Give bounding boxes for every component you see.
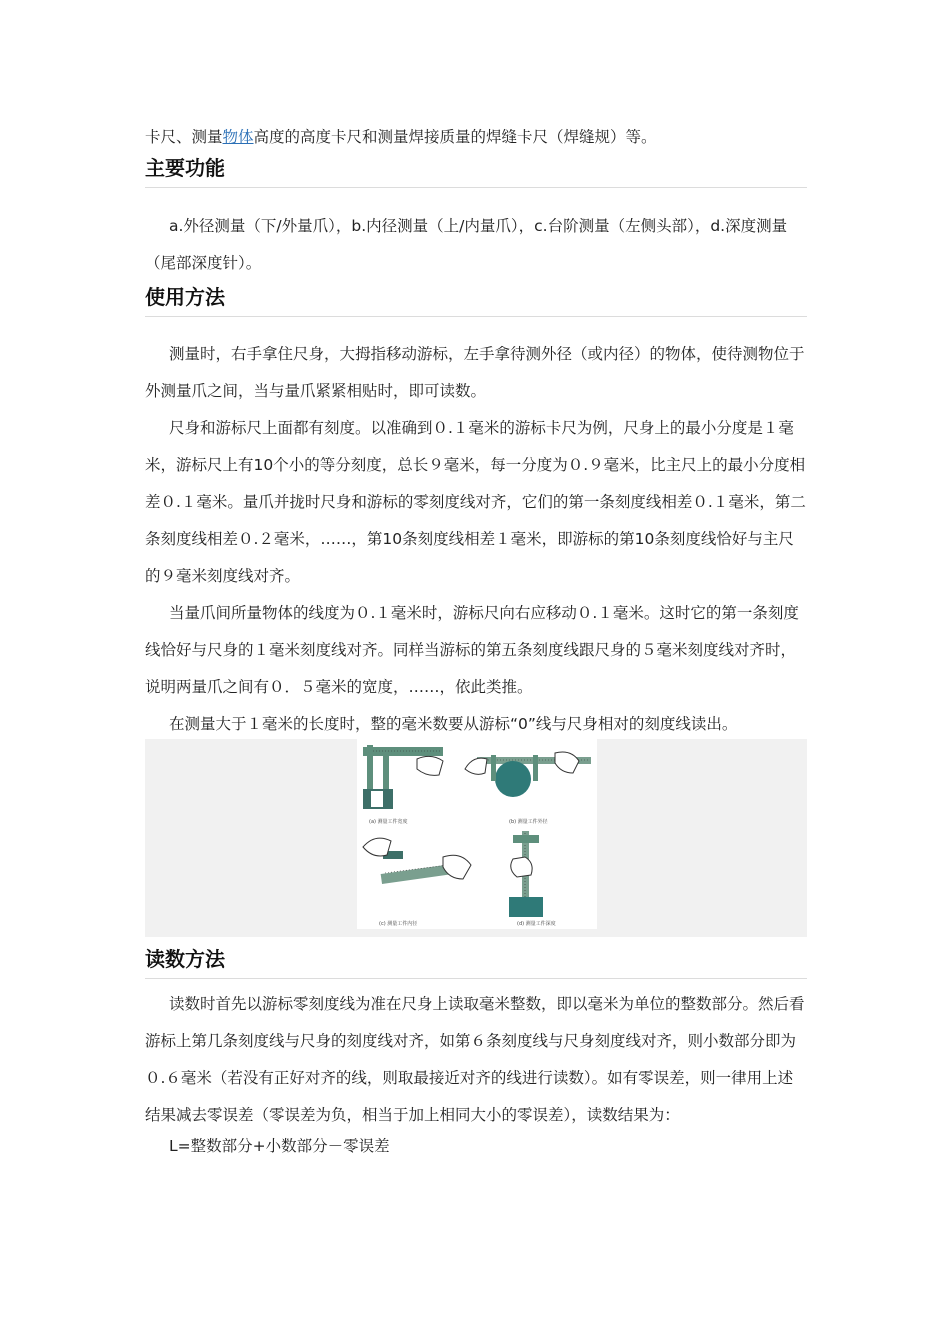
caption-b: (b) 测量工件外径 bbox=[509, 819, 548, 825]
usage-paragraph-1: 测量时，右手拿住尺身，大拇指移动游标，左手拿待测外径（或内径）的物体，使待测物位于外测量爪之间，当与量爪紧紧相贴时，即可读数。 bbox=[145, 345, 805, 400]
functions-paragraph: a.外径测量（下/外量爪），b.内径测量（上/内量爪），c.台阶测量（左侧头部），d.深度测量（尾部深度针）。 bbox=[145, 217, 788, 272]
intro-text-after: 高度的高度卡尺和测量焊接质量的焊缝卡尺（焊缝规）等。 bbox=[253, 128, 657, 146]
object-link[interactable]: 物体 bbox=[222, 128, 254, 146]
caption-d: (d) 测量工件深度 bbox=[517, 921, 556, 927]
reading-block bbox=[145, 986, 807, 1158]
intro-line bbox=[145, 125, 657, 149]
usage-paragraph-3: 当量爪间所量物体的线度为０.１毫米时，游标尺向右应移动０.１毫米。这时它的第一条刻度线恰好与尺身的１毫米刻度线对齐。同样当游标的第五条刻度线跟尺身的５毫米刻度线对齐时，说明两量爪之间有０．５毫米的宽度，……，依此类推。 bbox=[145, 604, 799, 696]
usage-paragraph-2: 尺身和游标尺上面都有刻度。以准确到０.１毫米的游标卡尺为例，尺身上的最小分度是１毫米，游标尺上有10个小的等分刻度，总长９毫米，每一分度为０.９毫米，比主尺上的最小分度相差０.１毫米。量爪并拢时尺身和游标的零刻度线对齐，它们的第一条刻度线相差０.１毫米，第二条刻度线相差０.２毫米，……，第10条刻度线相差１毫米，即游标的第10条刻度线恰好与主尺的９毫米刻度线对齐。 bbox=[145, 419, 806, 585]
section-title-reading: 读数方法 bbox=[145, 946, 807, 979]
usage-block bbox=[145, 336, 807, 743]
caption-a: (a) 测量工件宽度 bbox=[369, 819, 408, 825]
intro-text-before: 卡尺、测量 bbox=[145, 128, 223, 146]
section-title-functions: 主要功能 bbox=[145, 155, 807, 188]
functions-block bbox=[145, 208, 807, 282]
caliper-usage-figure bbox=[145, 739, 807, 937]
caption-c: (c) 测量工件内径 bbox=[379, 921, 418, 927]
section-title-usage: 使用方法 bbox=[145, 284, 807, 317]
caliper-illustration bbox=[357, 739, 597, 929]
usage-paragraph-4: 在测量大于１毫米的长度时，整的毫米数要从游标“0”线与尺身相对的刻度线读出。 bbox=[169, 715, 738, 733]
reading-paragraph: 读数时首先以游标零刻度线为准在尺身上读取毫米整数，即以毫米为单位的整数部分。然后看游标上第几条刻度线与尺身的刻度线对齐，如第６条刻度线与尺身刻度线对齐，则小数部分即为０.６毫米（若没有正好对齐的线，则取最接近对齐的线进行读数）。如有零误差，则一律用上述结果减去零误差（零误差为负，相当于加上相同大小的零误差），读数结果为： bbox=[145, 995, 805, 1124]
reading-formula: L=整数部分+小数部分－零误差 bbox=[169, 1137, 390, 1155]
